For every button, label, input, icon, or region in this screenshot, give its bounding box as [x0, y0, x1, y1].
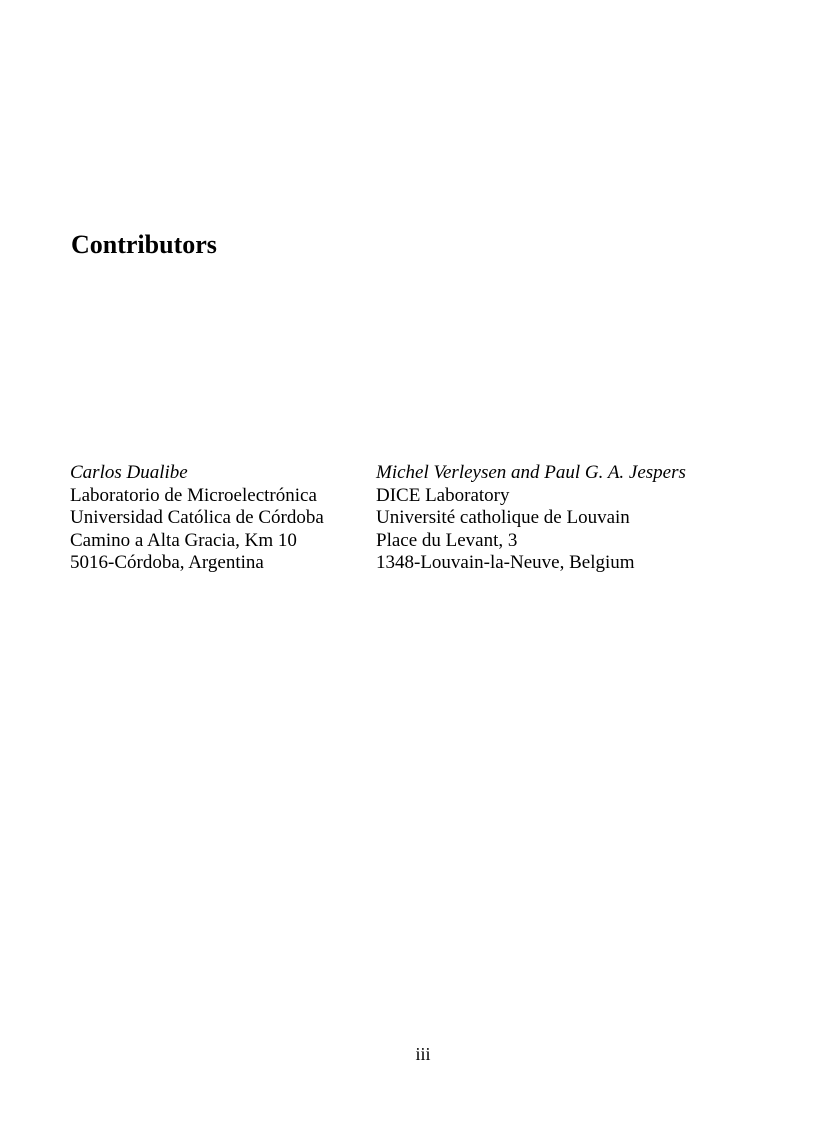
page-title: Contributors: [71, 230, 217, 259]
page-number: iii: [415, 1044, 431, 1064]
address-line: DICE Laboratory: [376, 484, 510, 506]
address-line: Laboratorio de Microelectrónica: [70, 484, 317, 506]
contributor-block: [70, 462, 324, 575]
address-line: Universidad Católica de Córdoba: [70, 507, 324, 528]
address-line: Camino a Alta Gracia, Km 10: [70, 529, 297, 551]
address-line: Place du Levant, 3: [376, 529, 518, 551]
contributor-name: Michel Verleysen and Paul G. A. Jespers: [376, 462, 686, 483]
contributor-name: Carlos Dualibe: [70, 462, 188, 483]
address-line: 5016-Córdoba, Argentina: [70, 552, 264, 573]
address-line: 1348-Louvain-la-Neuve, Belgium: [376, 552, 635, 573]
address-line: Université catholique de Louvain: [376, 507, 630, 528]
contributor-block: [376, 462, 686, 575]
